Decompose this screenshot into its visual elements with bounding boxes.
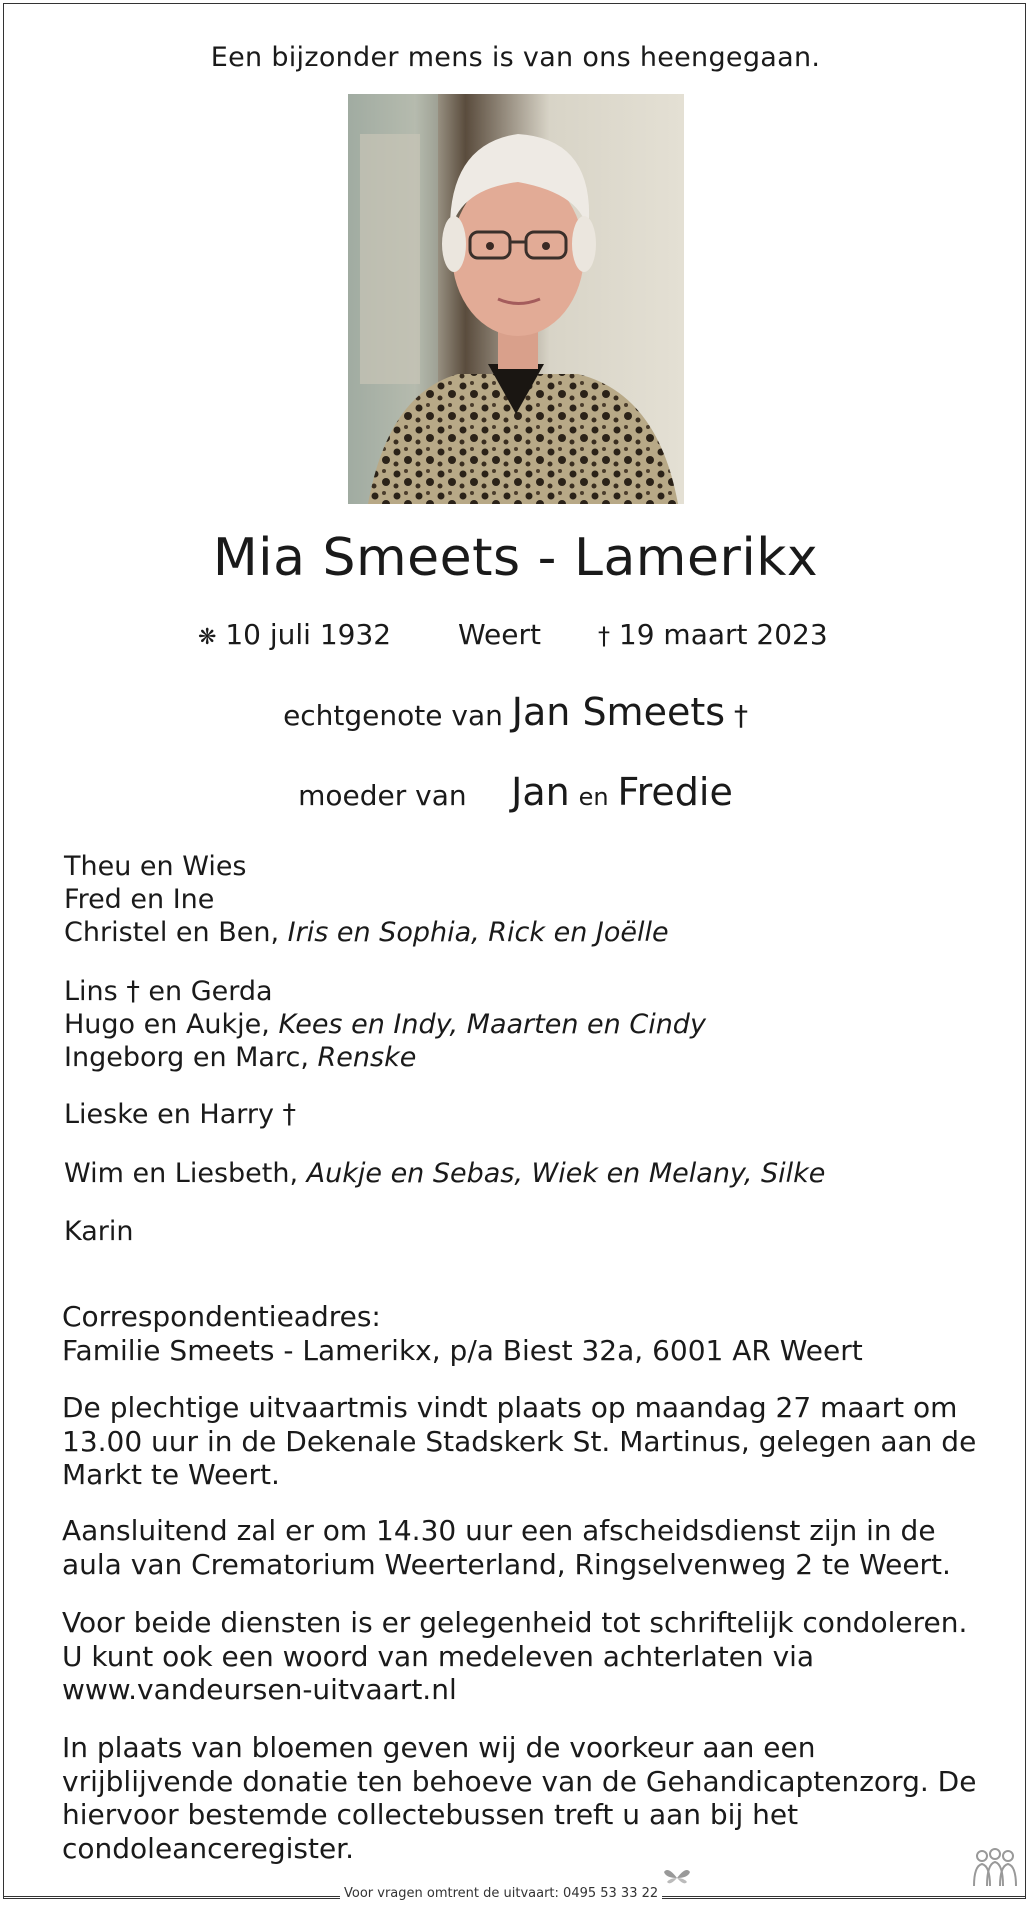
child-name-second: Fredie [617,770,733,814]
correspondence-block [62,1300,982,1367]
family-line [64,916,669,949]
family-line [64,1041,706,1074]
cross-icon: † [598,622,610,650]
family-line [64,1008,706,1041]
family-logo-icon [970,1848,1020,1892]
family-group-1 [64,850,669,949]
spouse-name: Jan Smeets [511,690,726,734]
family-group-5 [64,1215,134,1248]
family-line [64,1157,825,1190]
birth-symbol-icon: ❋ [198,625,217,650]
farewell-paragraph: Aansluitend zal er om 14.30 uur een afscheidsdienst zijn in de aula van Crematorium Weerterland, Ringselvenweg 2 te Weert. [62,1514,951,1581]
cross-icon: † [126,976,140,1007]
family-names: Lins [64,976,118,1007]
family-line: Karin [64,1216,134,1247]
family-names: Hugo en Aukje, [64,1009,270,1040]
website-link[interactable]: www.vandeursen-uitvaart.nl [62,1673,457,1706]
death-date-text: 19 maart 2023 [618,618,828,651]
cross-icon: † [733,699,748,732]
birth-date [198,618,391,651]
donation-paragraph: In plaats van bloemen geven wij de voorkeur aan een vrijblijvende donatie ten behoeve van de Gehandicaptenzorg. De hiervoor bestemde collectebussen treft u aan bij het condoleanceregister. [62,1731,977,1865]
family-names: Lieske en Harry [64,1099,274,1130]
grandchildren-names: Renske [317,1042,417,1073]
grandchildren-names: Aukje en Sebas, Wiek en Melany, Silke [306,1158,826,1189]
child-name-first: Jan [511,770,570,814]
family-line [64,975,706,1008]
portrait-image [348,94,684,504]
cross-icon: † [282,1099,297,1130]
portrait-photo [348,94,684,504]
footer-contact: Voor vragen omtrent de uitvaart: 0495 53 33 22 [340,1886,662,1901]
family-names: Wim en Liesbeth, [64,1158,299,1189]
spouse-prefix: echtgenote van [283,699,503,732]
condolence-paragraph [62,1606,982,1707]
grandchildren-names: Iris en Sophia, Rick en Joëlle [287,917,669,948]
family-names: en Gerda [148,976,273,1007]
spouse-line [0,690,1031,734]
funeral-paragraph: De plechtige uitvaartmis vindt plaats op maandag 27 maart om 13.00 uur in de Dekenale Stadskerk St. Martinus, gelegen aan de Markt te Weert. [62,1391,977,1491]
family-line [64,1098,296,1131]
birth-date-text: 10 juli 1932 [225,618,392,651]
children-line [0,770,1031,814]
children-prefix: moeder van [298,779,467,812]
death-date [598,618,828,651]
butterfly-icon [662,1866,692,1892]
place-of-death: Weert [458,618,541,651]
condolence-line: U kunt ook een woord van medeleven achterlaten via [62,1639,815,1673]
family-group-3 [64,1098,296,1131]
condolence-line: Voor beide diensten is er gelegenheid tot schriftelijk condoleren. [62,1606,968,1639]
family-line: Fred en Ine [64,884,215,915]
intro-text: Een bijzonder mens is van ons heengegaan. [210,42,821,73]
correspondence-address: Familie Smeets - Lamerikx, p/a Biest 32a, 6001 AR Weert [62,1333,863,1367]
family-names: Christel en Ben, [64,917,280,948]
grandchildren-names: Kees en Indy, Maarten en Cindy [278,1009,706,1040]
children-and: en [578,783,609,811]
family-group-2 [64,975,706,1074]
family-names: Ingeborg en Marc, [64,1042,309,1073]
deceased-name: Mia Smeets - Lamerikx [212,528,819,588]
correspondence-label: Correspondentieadres: [62,1300,381,1333]
family-group-4 [64,1157,825,1190]
family-line: Theu en Wies [64,851,247,882]
